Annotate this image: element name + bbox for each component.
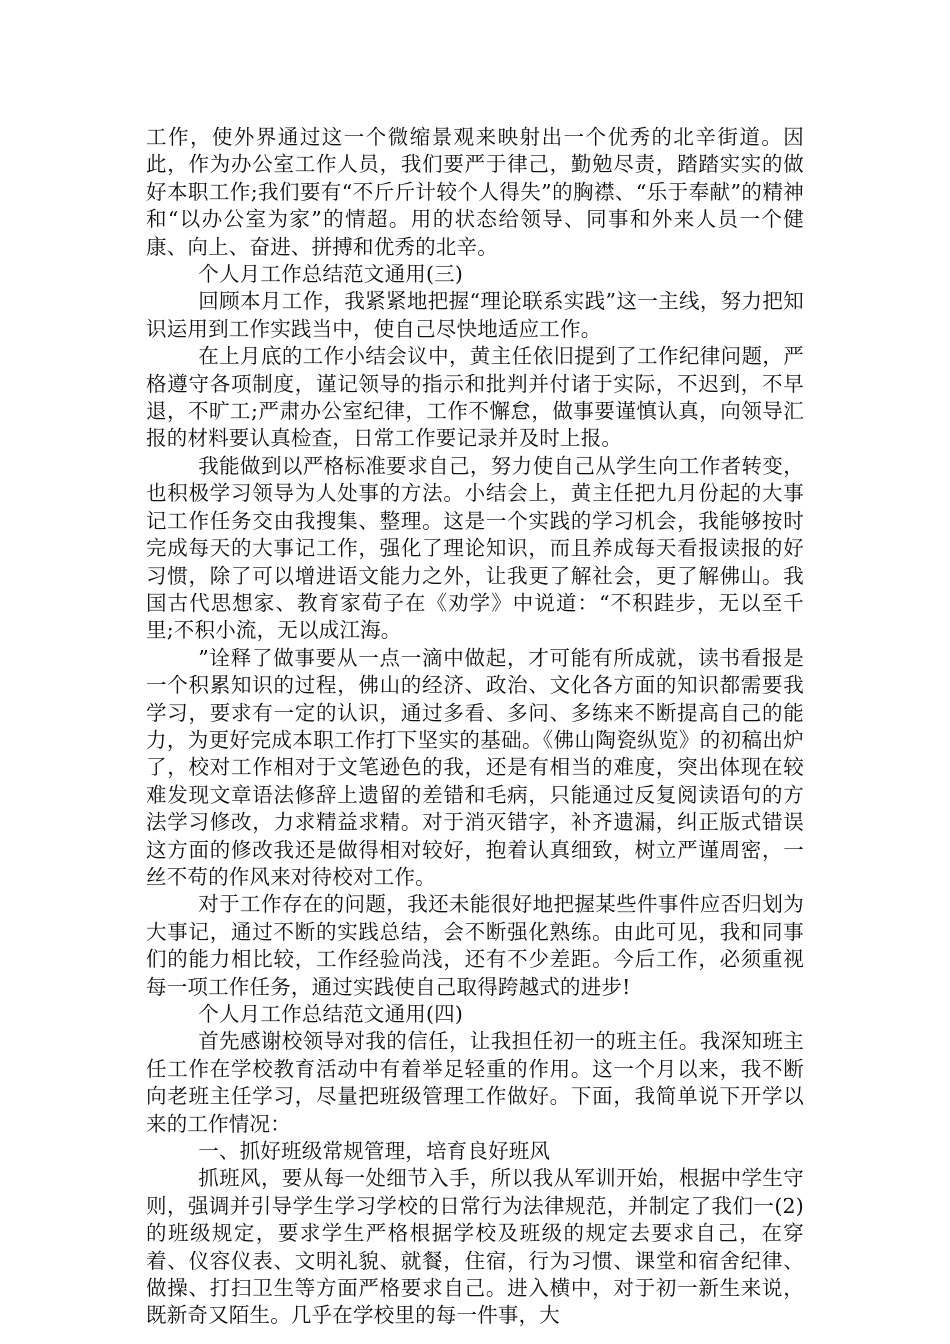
paragraph: 我能做到以严格标准要求自己，努力使自己从学生向工作者转变，也积极学习领导为人处事的方法。小结会上，黄主任把九月份起的大事记工作任务交由我搜集、整理。这是一个实践的学习机会，我能够按时完成每天的大事记工作，强化了理论知识，而且养成每天看报读报的好习惯，除了可以增进语文能力之外，让我更了解社会，更了解佛山。我国古代思想家、教育家荀子在《劝学》中说道：“不积跬步，无以至千里;不积小流，无以成江海。 — [146, 453, 804, 643]
paragraph: 在上月底的工作小结会议中，黄主任依旧提到了工作纪律问题，严格遵守各项制度，谨记领导的指示和批判并付诸于实际，不迟到，不早退，不旷工;严肃办公室纪律，工作不懈怠，做事要谨慎认真，向领导汇报的材料要认真检查，日常工作要记录并及时上报。 — [146, 344, 804, 451]
paragraph: 对于工作存在的问题，我还未能很好地把握某些件事件应否归划为大事记，通过不断的实践总结，会不断强化熟练。由此可见，我和同事们的能力相比较，工作经验尚浅，还有不少差距。今后工作，必须重视每一项工作任务，通过实践使自己取得跨越式的进步! — [146, 892, 804, 999]
document-body — [146, 124, 804, 1330]
paragraph: ”诠释了做事要从一点一滴中做起，才可能有所成就，读书看报是一个积累知识的过程，佛山的经济、政治、文化各方面的知识都需要我学习，要求有一定的认识，通过多看、多问、多练来不断提高自己的能力，为更好完成本职工作打下坚实的基础。《佛山陶瓷纵览》的初稿出炉了，校对工作相对于文笔逊色的我，还是有相当的难度，突出体现在较难发现文章语法修辞上遗留的差错和毛病，只能通过反复阅读语句的方法学习修改，力求精益求精。对于消灭错字，补齐遗漏，纠正版式错误这方面的修改我还是做得相对较好，抱着认真细致，树立严谨周密，一丝不苟的作风来对待校对工作。 — [146, 645, 804, 889]
paragraph: 回顾本月工作，我紧紧地把握“理论联系实践”这一主线，努力把知识运用到工作实践当中，使自己尽快地适应工作。 — [146, 289, 804, 341]
paragraph: 抓班风，要从每一处细节入手，所以我从军训开始，根据中学生守则，强调并引导学生学习学校的日常行为法律规范，并制定了我们一(2)的班级规定，要求学生严格根据学校及班级的规定去要求自己，在穿着、仪容仪表、文明礼貌、就餐，住宿，行为习惯、课堂和宿舍纪律、做操、打扫卫生等方面严格要求自己。进入横中，对于初一新生来说，既新奇又陌生。几乎在学校里的每一件事，大 — [146, 1166, 804, 1328]
paragraph: 首先感谢校领导对我的信任，让我担任初一的班主任。我深知班主任工作在学校教育活动中有着举足轻重的作用。这一个月以来，我不断向老班主任学习，尽量把班级管理工作做好。下面，我简单说下开学以来的工作情况： — [146, 1029, 804, 1136]
paragraph: 工作，使外界通过这一个微缩景观来映射出一个优秀的北辛街道。因此，作为办公室工作人员，我们要严于律己，勤勉尽责，踏踏实实的做好本职工作;我们要有“不斤斤计较个人得失”的胸襟、“乐于奉献”的精神和“以办公室为家”的情超。用的状态给领导、同事和外来人员一个健康、向上、奋进、拼搏和优秀的北辛。 — [146, 125, 804, 259]
section-heading: 个人月工作总结范文通用(三) — [198, 262, 464, 287]
section-heading: 个人月工作总结范文通用(四) — [198, 1002, 464, 1026]
subsection-heading: 一、抓好班级常规管理，培育良好班风 — [198, 1139, 551, 1164]
